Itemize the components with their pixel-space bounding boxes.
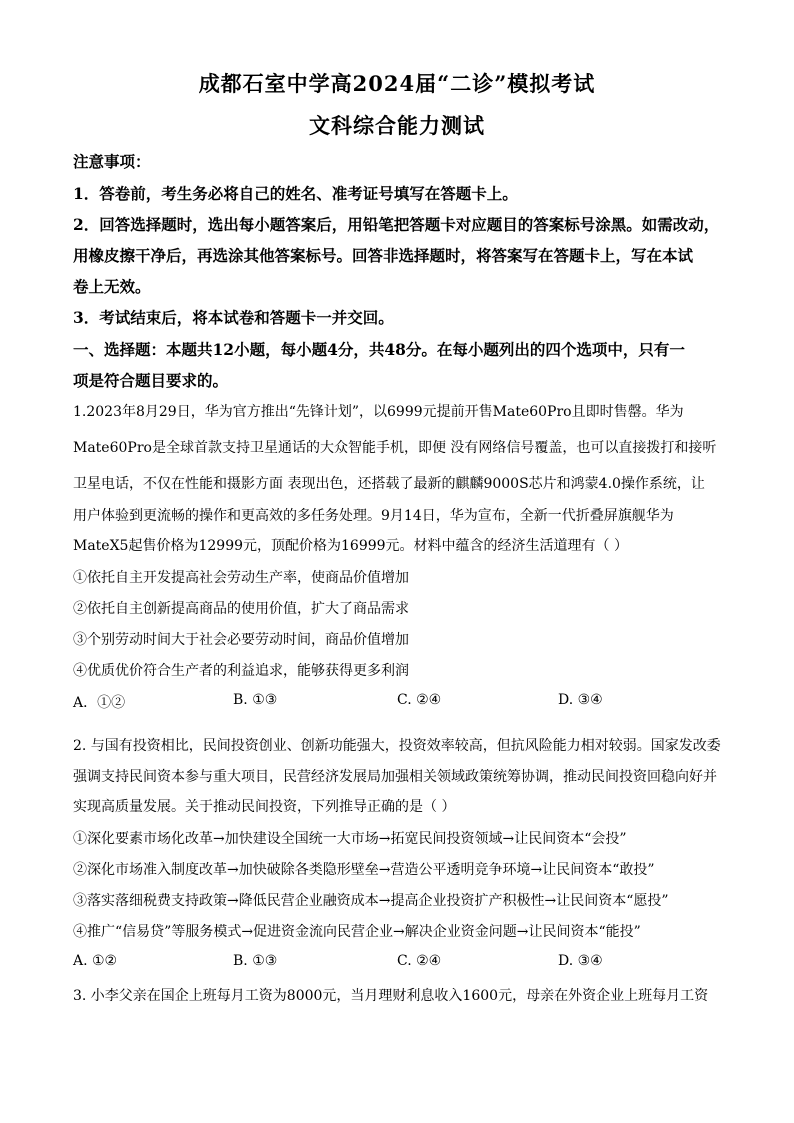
note-line: 卷上无效。 [73,277,151,296]
question-3-text: 3. 小李父亲在国企上班每月工资为8000元，当月理财利息收入1600元，母亲在外资企业上班每月工资 [73,988,709,1004]
question-2-item: ④推广“信易贷”等服务模式→促进资金流向民营企业→解决企业资金问题→让民间资本“能投” [73,924,641,940]
section-heading: 一、选择题：本题共12小题，每小题4分，共48分。在每小题列出的四个选项中，只有一 [73,340,685,359]
note-line: 1．答卷前，考生务必将自己的姓名、准考证号填写在答题卡上。 [73,184,518,203]
question-1-text: 用户体验到更流畅的操作和更高效的多任务处理。9月14日，华为宣布，全新一代折叠屏旗舰华为 [73,508,674,524]
section-heading: 项是符合题目要求的。 [73,371,229,390]
question-1-item: ②依托自主创新提高商品的使用价值，扩大了商品需求 [73,601,409,617]
question-1-text: Mate60Pro是全球首款支持卫星通话的大众智能手机，即便 没有网络信号覆盖，也可以直接拨打和接听 [73,440,717,456]
question-2-text: 实现高质量发展。关于推动民间投资，下列推导正确的是（ ） [73,799,456,815]
question-1-option-c: C. ②④ [397,692,442,708]
question-1-text: 卫星电话，不仅在性能和摄影方面 表现出色，还搭载了最新的麒麟9000S芯片和鸿蒙4.0操作系统，让 [73,476,705,492]
page-title: 成都石室中学高2024届“二诊”模拟考试 [198,71,596,96]
question-1-text: 1.2023年8月29日，华为官方推出“先锋计划”，以6999元提前开售Mate60Pro且即时售罄。华为 [73,404,684,420]
note-line: 3．考试结束后，将本试卷和答题卡一并交回。 [73,308,394,327]
question-1-item: ③个别劳动时间大于社会必要劳动时间，商品价值增加 [73,632,409,648]
question-1-text: MateX5起售价格为12999元，顶配价格为16999元。材料中蕴含的经济生活道理有（ ） [73,538,628,554]
question-2-item: ③落实落细税费支持政策→降低民营企业融资成本→提高企业投资扩产积极性→让民间资本“愿投” [73,893,669,909]
question-1-option-b: B. ①③ [233,692,278,708]
question-2-item: ①深化要素市场化改革→加快建设全国统一大市场→拓宽民间投资领域→让民间资本“会投” [73,831,627,847]
page-subtitle: 文科综合能力测试 [309,113,485,138]
question-1-item: ①依托自主开发提高社会劳动生产率，使商品价值增加 [73,570,409,586]
question-1-option-d: D. ③④ [558,692,603,708]
question-2-option-d: D. ③④ [558,953,603,969]
question-1-option-a: A．①② [73,695,126,711]
question-2-text: 2. 与国有投资相比，民间投资创业、创新功能强大，投资效率较高，但抗风险能力相对较弱。国家发改委 [73,738,721,754]
notes-heading: 注意事项： [73,152,151,171]
question-2-text: 强调支持民间资本参与重大项目，民营经济发展局加强相关领域政策统筹协调，推动民间投资回稳向好并 [73,769,717,785]
question-1-item: ④优质优价符合生产者的利益追求，能够获得更多利润 [73,663,409,679]
note-line: 2．回答选择题时，选出每小题答案后，用铅笔把答题卡对应题目的答案标号涂黑。如需改动， [73,215,720,234]
question-2-option-c: C. ②④ [397,953,442,969]
question-2-option-b: B. ①③ [233,953,278,969]
note-line: 用橡皮擦干净后，再选涂其他答案标号。回答非选择题时，将答案写在答题卡上，写在本试 [73,246,694,265]
question-2-item: ②深化市场准入制度改革→加快破除各类隐形壁垒→营造公平透明竞争环境→让民间资本“敢投” [73,862,655,878]
question-2-option-a: A. ①② [73,953,118,969]
